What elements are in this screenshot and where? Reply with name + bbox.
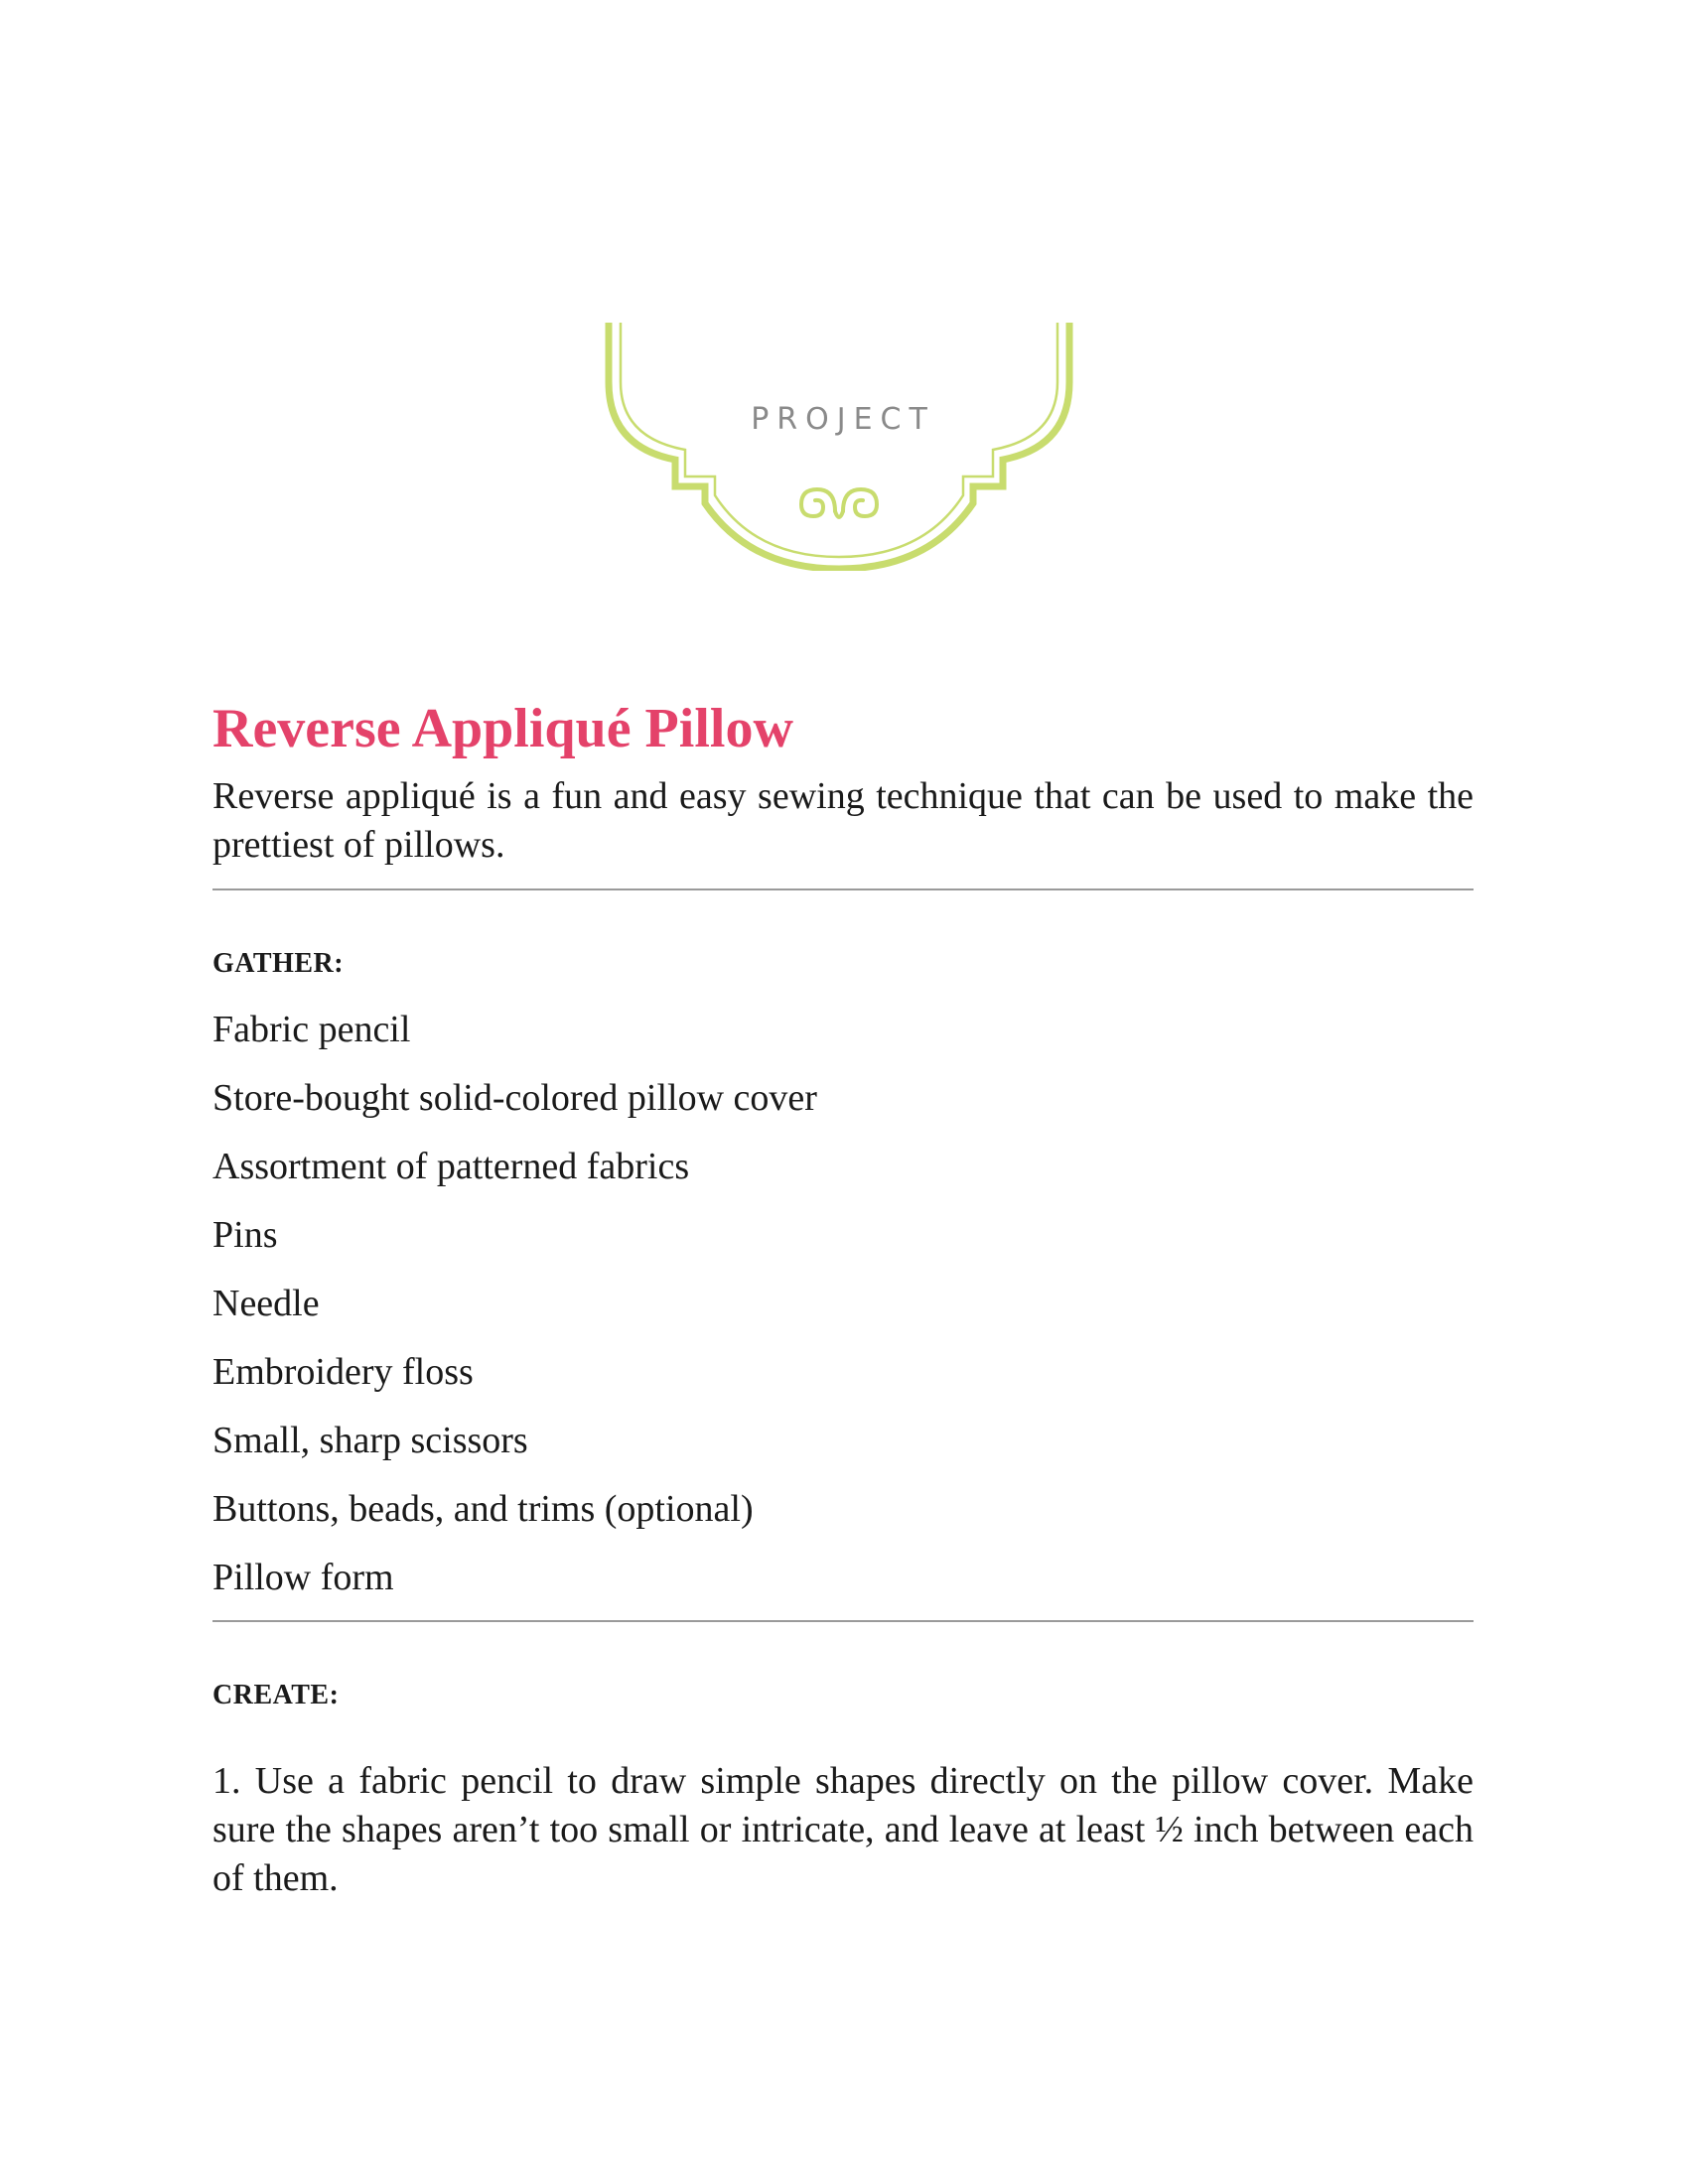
list-item: Pins <box>212 1214 278 1256</box>
list-item: Buttons, beads, and trims (optional) <box>212 1488 754 1530</box>
list-item: Needle <box>212 1283 320 1324</box>
list-item: Store-bought solid-colored pillow cover <box>212 1077 817 1119</box>
list-item: Assortment of patterned fabrics <box>212 1146 690 1187</box>
gather-heading: GATHER: <box>212 948 345 979</box>
list-item: Fabric pencil <box>212 1009 411 1050</box>
list-item: Small, sharp scissors <box>212 1420 528 1461</box>
supplies-list <box>212 1005 817 1621</box>
badge-frame <box>601 323 1077 571</box>
divider <box>212 1620 1474 1622</box>
divider <box>212 888 1474 890</box>
list-item: Pillow form <box>212 1557 394 1598</box>
create-heading: CREATE: <box>212 1680 340 1710</box>
badge-label: PROJECT <box>751 402 935 437</box>
scroll-ornament-icon <box>801 489 877 517</box>
list-item: Embroidery floss <box>212 1351 474 1393</box>
project-badge <box>601 323 1077 571</box>
step-1: 1. Use a fabric pencil to draw simple shapes directly on the pillow cover. Make sure the shapes aren’t too small or intricate, and leave at least ½ inch between each of them. <box>212 1760 1474 1899</box>
intro-text: Reverse appliqué is a fun and easy sewing technique that can be used to make the prettiest of pillows. <box>212 775 1474 866</box>
page-title: Reverse Appliqué Pillow <box>212 698 793 759</box>
